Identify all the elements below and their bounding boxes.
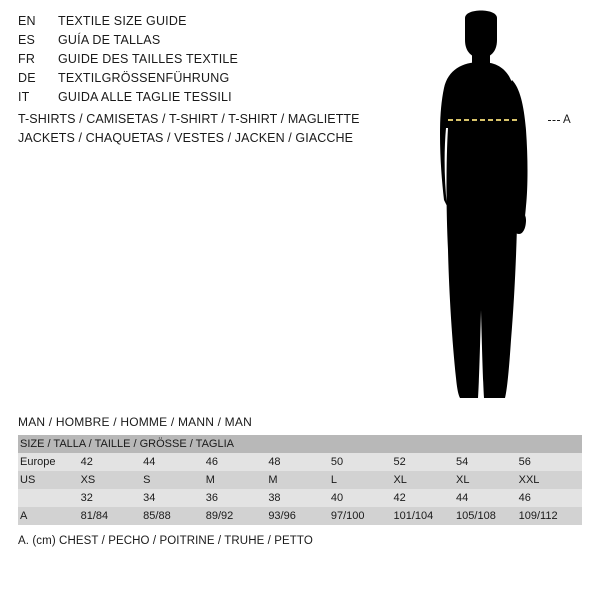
cell: XL [456, 474, 470, 486]
cell: 44 [456, 492, 469, 504]
cell: S [143, 474, 151, 486]
table-header-row [18, 435, 582, 453]
size-table-area [18, 415, 582, 547]
cell: 44 [143, 456, 156, 468]
cell: 81/84 [80, 510, 109, 522]
table-row [18, 507, 582, 525]
category-list [18, 110, 418, 148]
cell: XS [80, 474, 96, 486]
language-list [18, 14, 378, 109]
language-code: ES [18, 33, 36, 47]
cell: XL [393, 474, 407, 486]
cell: 38 [268, 492, 281, 504]
cell: 42 [393, 492, 406, 504]
table-footnote: A. (cm) CHEST / PECHO / POITRINE / TRUHE / PETTO [18, 535, 313, 547]
cell: 109/112 [518, 510, 558, 522]
male-silhouette-figure [400, 10, 600, 410]
cell: 85/88 [143, 510, 171, 522]
language-row [18, 52, 378, 71]
cell: 48 [268, 456, 281, 468]
table-header-label: SIZE / TALLA / TAILLE / GRÖSSE / TAGLIA [20, 438, 234, 450]
language-row [18, 90, 378, 109]
cell: M [268, 474, 278, 486]
language-text: GUIDA ALLE TAGLIE TESSILI [58, 90, 232, 104]
cell: 54 [456, 456, 469, 468]
silhouette-icon [400, 10, 600, 410]
cell: 36 [205, 492, 218, 504]
cell: 34 [143, 492, 156, 504]
cell: 46 [205, 456, 218, 468]
cell: 93/96 [268, 510, 296, 522]
cell: M [205, 474, 215, 486]
language-text: GUIDE DES TAILLES TEXTILE [58, 52, 239, 66]
language-code: FR [18, 52, 36, 66]
language-code: EN [18, 14, 36, 28]
language-text: TEXTILGRÖSSENFÜHRUNG [58, 71, 230, 85]
cell: 105/108 [456, 510, 496, 522]
cell: XXL [518, 474, 540, 486]
cell: 52 [393, 456, 406, 468]
row-label: A [20, 510, 28, 522]
language-text: GUÍA DE TALLAS [58, 33, 161, 47]
measure-leader-line [548, 120, 560, 121]
row-label [18, 489, 81, 507]
size-table [18, 435, 582, 525]
category-tshirts: T-SHIRTS / CAMISETAS / T-SHIRT / T-SHIRT / MAGLIETTE [18, 112, 360, 126]
language-row [18, 33, 378, 52]
language-text: TEXTILE SIZE GUIDE [58, 14, 187, 28]
cell: 40 [330, 492, 344, 504]
row-label: Europe [20, 456, 56, 468]
cell: 97/100 [330, 510, 365, 522]
language-code: DE [18, 71, 36, 85]
cell: 89/92 [205, 510, 234, 522]
table-row [18, 471, 582, 489]
language-code: IT [18, 90, 30, 104]
category-jackets: JACKETS / CHAQUETAS / VESTES / JACKEN / GIACCHE [18, 131, 354, 145]
cell: 42 [80, 456, 93, 468]
measure-label-a: A [563, 114, 571, 126]
cell: 50 [330, 456, 344, 468]
cell: L [330, 474, 338, 486]
cell: 56 [518, 456, 531, 468]
table-row [18, 453, 582, 471]
cell: 46 [518, 492, 531, 504]
language-row [18, 71, 378, 90]
table-title: MAN / HOMBRE / HOMME / MANN / MAN [18, 415, 252, 429]
cell: 101/104 [393, 510, 434, 522]
row-label: US [20, 474, 36, 486]
table-row [18, 489, 582, 507]
language-row [18, 14, 378, 33]
cell: 32 [80, 492, 93, 504]
